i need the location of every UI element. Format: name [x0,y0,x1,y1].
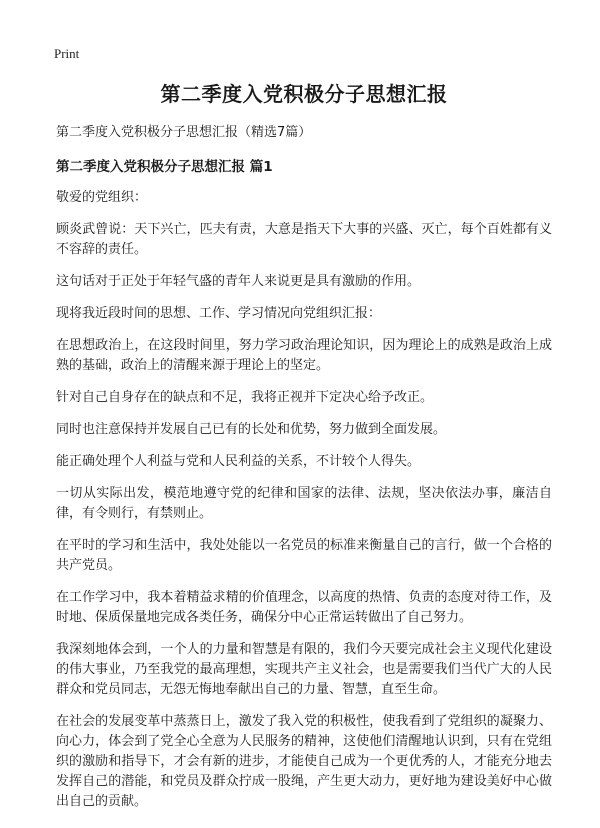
print-link[interactable]: Print [54,46,80,61]
document-subtitle: 第二季度入党积极分子思想汇报（精选7篇） [56,125,312,140]
paragraph: 针对自己自身存在的缺点和不足，我将正视并下定决心给予改正。 [56,390,434,405]
paragraph: 敬爱的党组织： [56,190,148,205]
paragraph: 我深刻地体会到，一个人的力量和智慧是有限的，我们今天要完成社会主义现代化建设的伟大事业，乃至我党的最高理想，实现共产主义社会，也是需要我们当代广大的人民群众和党员同志，无怨无悔地奉献出自己的力量、智慧，直至生命。 [56,642,552,697]
paragraph: 在思想政治上，在这段时间里，努力学习政治理论知识，因为理论上的成熟是政治上成熟的基础，政治上的清醒来源于理论上的坚定。 [56,338,552,373]
paragraph: 能正确处理个人利益与党和人民利益的关系，不计较个人得失。 [56,454,421,469]
document-body [56,74,552,824]
paragraph: 现将我近段时间的思想、工作、学习情况向党组织汇报： [56,306,382,321]
paragraph: 在平时的学习和生活中，我处处能以一名党员的标准来衡量自己的言行，做一个合格的共产党员。 [56,538,552,573]
paragraph: 在工作学习中，我本着精益求精的价值理念，以高度的热情、负责的态度对待工作，及时地、保质保量地完成各类任务，确保分中心正常运转做出了自己努力。 [56,590,552,625]
paragraph: 一切从实际出发，模范地遵守党的纪律和国家的法律、法规，坚决依法办事，廉洁自律，有令则行，有禁则止。 [56,486,552,521]
paragraph: 在社会的发展变革中蒸蒸日上，激发了我入党的积极性，使我看到了党组织的凝聚力、向心力，体会到了党全心全意为人民服务的精神，这使他们清醒地认识到，只有在党组织的激励和指导下，才会有新的进步，才能使自己成为一个更优秀的人，才能充分地去发挥自己的潜能，和党员及群众拧成一股绳，产生更大动力，更好地为建设美好中心做出自己的贡献。 [56,714,552,809]
paragraph: 这句话对于正处于年轻气盛的青年人来说更是具有激励的作用。 [56,274,421,289]
paragraph: 顾炎武曾说：天下兴亡，匹夫有责，大意是指天下大事的兴盛、灭亡，每个百姓都有义不容辞的责任。 [56,222,552,257]
page-title: 第二季度入党积极分子思想汇报 [160,82,448,106]
paragraph: 同时也注意保持并发展自己已有的长处和优势，努力做到全面发展。 [56,422,447,437]
section-heading: 第二季度入党积极分子思想汇报 篇1 [56,159,273,175]
